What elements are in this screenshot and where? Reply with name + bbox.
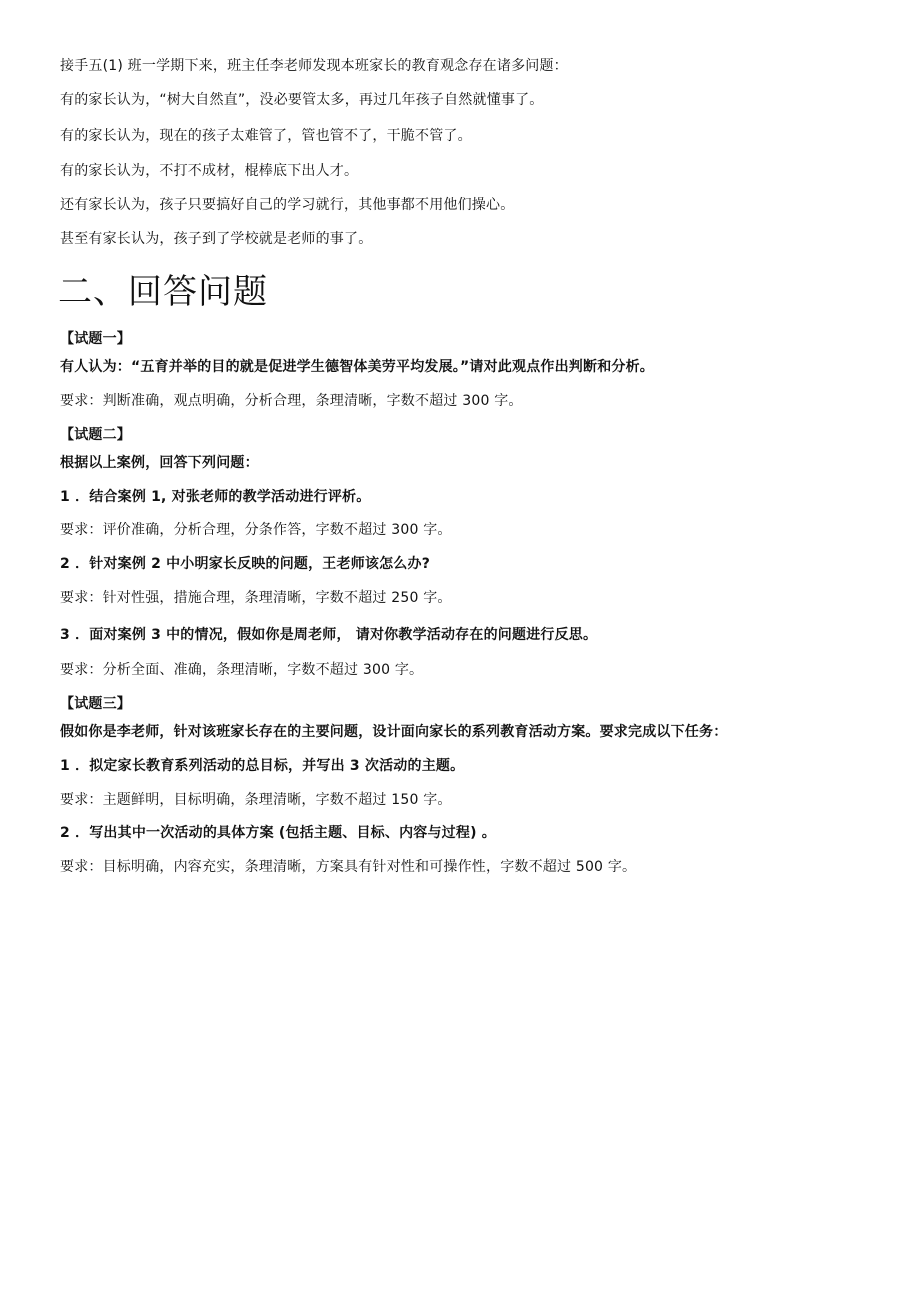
question-2-requirement-1: 要求：评价准确，分析合理，分条作答，字数不超过 300 字。 (60, 522, 452, 538)
question-1-label: 【试题一】 (60, 331, 131, 347)
question-3-requirement-1: 要求：主题鲜明，目标明确，条理清晰，字数不超过 150 字。 (60, 792, 452, 808)
question-3-label: 【试题三】 (60, 696, 131, 712)
question-2-item-2: 2 ．针对案例 2 中小明家长反映的问题，王老师该怎么办? (60, 556, 431, 572)
question-3-requirement-2: 要求：目标明确，内容充实，条理清晰，方案具有针对性和可操作性，字数不超过 500 字。 (60, 859, 637, 875)
question-3-prompt: 假如你是李老师，针对该班家长存在的主要问题，设计面向家长的系列教育活动方案。要求完成以下任务： (60, 724, 728, 740)
intro-paragraph-4: 有的家长认为，不打不成材，棍棒底下出人才。 (60, 163, 359, 179)
question-2-prompt: 根据以上案例，回答下列问题： (60, 455, 259, 471)
question-2-item-3: 3 ．面对案例 3 中的情况，假如你是周老师， 请对你教学活动存在的问题进行反思。 (60, 627, 598, 643)
intro-paragraph-5: 还有家长认为，孩子只要搞好自己的学习就行，其他事都不用他们操心。 (60, 197, 515, 213)
question-2-item-1: 1 ．结合案例 1, 对张老师的教学活动进行评析。 (60, 489, 371, 505)
question-1-prompt: 有人认为：“五育并举的目的就是促进学生德智体美劳平均发展。”请对此观点作出判断和分析。 (60, 359, 654, 375)
question-3-item-2: 2 ．写出其中一次活动的具体方案 (包括主题、目标、内容与过程) 。 (60, 825, 496, 841)
question-2-label: 【试题二】 (60, 427, 131, 443)
intro-paragraph-6: 甚至有家长认为，孩子到了学校就是老师的事了。 (60, 231, 373, 247)
question-2-requirement-2: 要求：针对性强，措施合理，条理清晰，字数不超过 250 字。 (60, 590, 452, 606)
section-heading: 二、回答问题 (58, 272, 268, 312)
question-3-item-1: 1 ．拟定家长教育系列活动的总目标，并写出 3 次活动的主题。 (60, 758, 465, 774)
intro-paragraph-3: 有的家长认为，现在的孩子太难管了，管也管不了，干脆不管了。 (60, 128, 472, 144)
question-1-requirement: 要求：判断准确，观点明确，分析合理，条理清晰，字数不超过 300 字。 (60, 393, 523, 409)
question-2-requirement-3: 要求：分析全面、准确，条理清晰，字数不超过 300 字。 (60, 662, 424, 678)
intro-paragraph-2: 有的家长认为，“树大自然直”，没必要管太多，再过几年孩子自然就懂事了。 (60, 92, 544, 108)
intro-paragraph-1: 接手五(1) 班一学期下来，班主任李老师发现本班家长的教育观念存在诸多问题： (60, 58, 568, 74)
